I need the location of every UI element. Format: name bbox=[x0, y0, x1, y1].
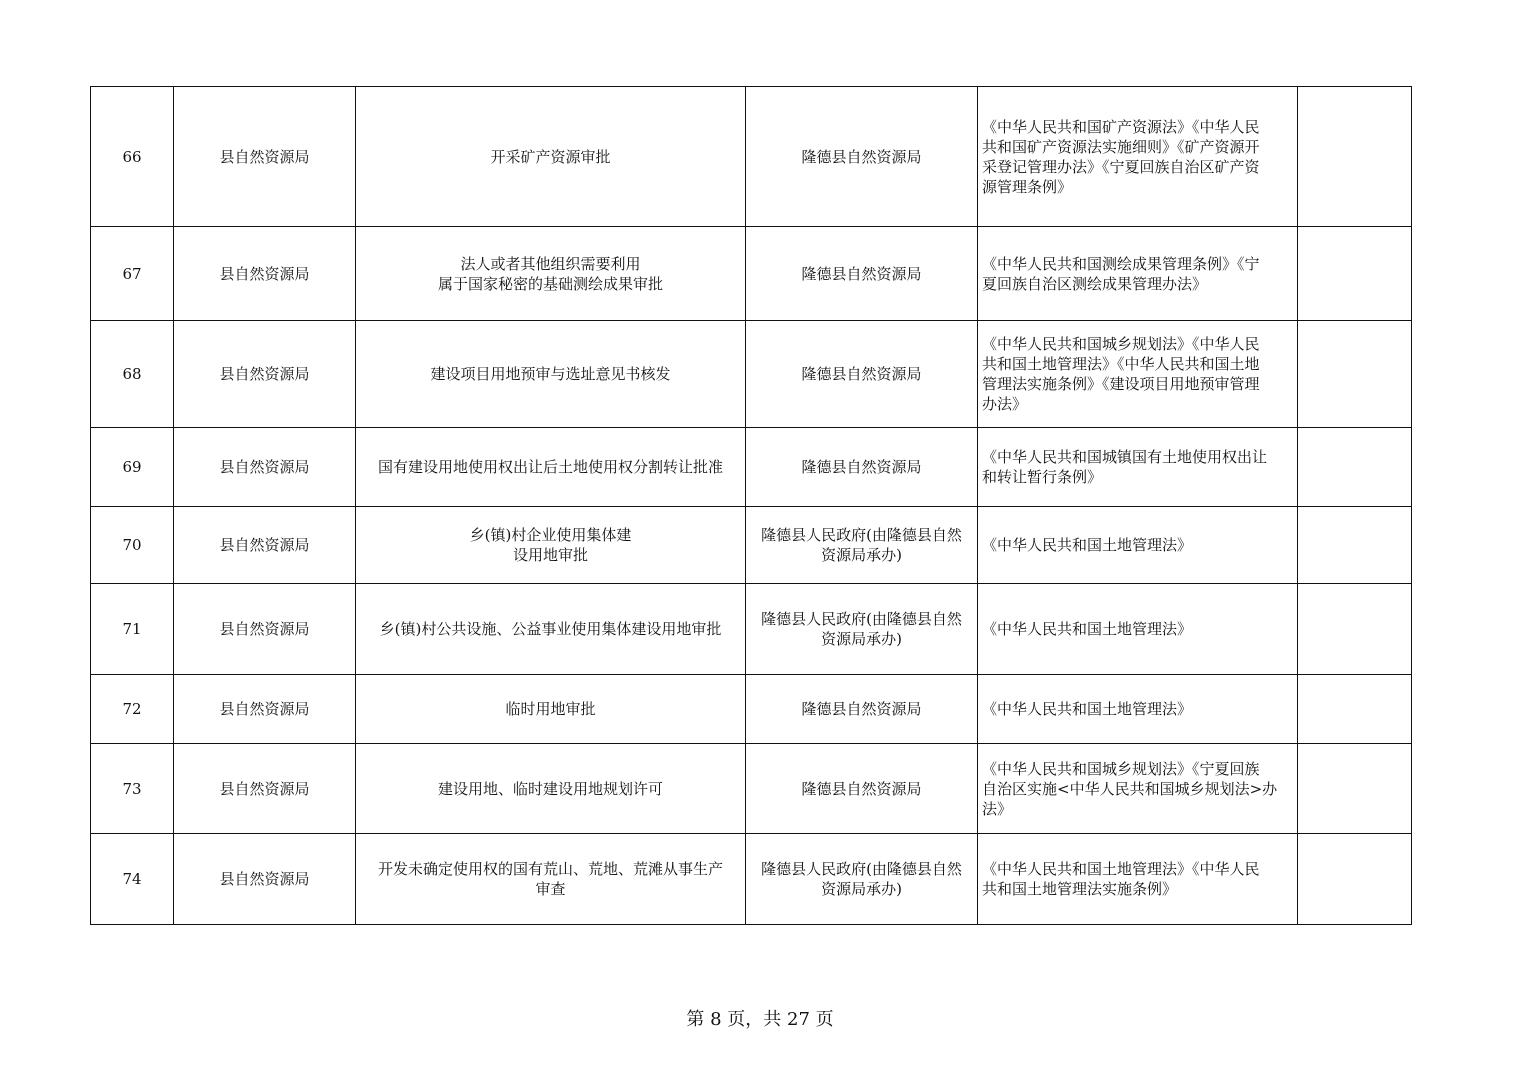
legal-basis-line: 共和国土地管理法》《中华人民共和国土地 bbox=[982, 355, 1260, 373]
implementing-agency-line: 隆德县人民政府(由隆德县自然 bbox=[761, 860, 962, 878]
remarks-cell bbox=[1298, 87, 1412, 227]
remarks-cell bbox=[1298, 675, 1412, 744]
department-cell: 县自然资源局 bbox=[174, 744, 356, 834]
table-row bbox=[91, 87, 1412, 227]
legal-basis-line: 共和国土地管理法实施条例》 bbox=[982, 880, 1178, 898]
approval-item-line: 乡(镇)村公共设施、公益事业使用集体建设用地审批 bbox=[379, 620, 722, 638]
implementing-agency-line: 隆德县自然资源局 bbox=[801, 458, 922, 476]
legal-basis-cell bbox=[978, 834, 1298, 925]
table-row bbox=[91, 227, 1412, 321]
approval-item-line: 开发未确定使用权的国有荒山、荒地、荒滩从事生产 bbox=[377, 860, 723, 878]
remarks-cell bbox=[1298, 834, 1412, 925]
implementing-agency-cell bbox=[746, 227, 978, 321]
approval-item-line: 乡(镇)村企业使用集体建 bbox=[469, 526, 632, 544]
table-row bbox=[91, 834, 1412, 925]
implementing-agency-cell bbox=[746, 834, 978, 925]
approval-item-line: 建设用地、临时建设用地规划许可 bbox=[437, 779, 663, 798]
department-cell: 县自然资源局 bbox=[174, 834, 356, 925]
legal-basis-line: 《中华人民共和国土地管理法》《中华人民 bbox=[982, 860, 1260, 878]
legal-basis-line: 共和国矿产资源法实施细则》《矿产资源开 bbox=[982, 137, 1260, 156]
approval-item-line: 法人或者其他组织需要利用 bbox=[460, 254, 641, 273]
legal-basis-line: 管理法实施条例》《建设项目用地预审管理 bbox=[982, 375, 1260, 393]
table-row bbox=[91, 744, 1412, 834]
table-row bbox=[91, 507, 1412, 584]
implementing-agency-cell bbox=[746, 584, 978, 675]
table-body bbox=[91, 87, 1412, 925]
department-cell: 县自然资源局 bbox=[174, 584, 356, 675]
approval-item-line: 开采矿产资源审批 bbox=[490, 147, 611, 166]
implementing-agency-line: 隆德县自然资源局 bbox=[801, 700, 922, 718]
approval-item-cell bbox=[356, 744, 746, 834]
implementing-agency-line: 资源局承办) bbox=[821, 880, 902, 898]
implementing-agency-line: 隆德县人民政府(由隆德县自然 bbox=[761, 526, 962, 544]
department-cell: 县自然资源局 bbox=[174, 675, 356, 744]
legal-basis-line: 办法》 bbox=[982, 395, 1028, 413]
approval-item-cell bbox=[356, 834, 746, 925]
legal-basis-line: 《中华人民共和国矿产资源法》《中华人民 bbox=[982, 117, 1260, 136]
table-row bbox=[91, 584, 1412, 675]
legal-basis-cell bbox=[978, 321, 1298, 428]
approval-item-line: 属于国家秘密的基础测绘成果审批 bbox=[437, 274, 663, 293]
table-row bbox=[91, 428, 1412, 507]
implementing-agency-line: 资源局承办) bbox=[821, 630, 902, 648]
approval-items-table bbox=[90, 86, 1412, 925]
row-number-cell: 67 bbox=[91, 227, 174, 321]
implementing-agency-line: 隆德县自然资源局 bbox=[801, 147, 922, 166]
approval-item-line: 临时用地审批 bbox=[505, 700, 596, 718]
legal-basis-cell bbox=[978, 227, 1298, 321]
department-cell: 县自然资源局 bbox=[174, 87, 356, 227]
remarks-cell bbox=[1298, 744, 1412, 834]
approval-item-line: 设用地审批 bbox=[512, 546, 588, 564]
implementing-agency-cell bbox=[746, 428, 978, 507]
remarks-cell bbox=[1298, 584, 1412, 675]
approval-item-cell bbox=[356, 87, 746, 227]
legal-basis-line: 源管理条例》 bbox=[982, 177, 1073, 196]
approval-item-cell bbox=[356, 675, 746, 744]
department-cell: 县自然资源局 bbox=[174, 321, 356, 428]
row-number-cell: 73 bbox=[91, 744, 174, 834]
table-row bbox=[91, 321, 1412, 428]
implementing-agency-cell bbox=[746, 744, 978, 834]
approval-item-line: 建设项目用地预审与选址意见书核发 bbox=[430, 365, 671, 383]
legal-basis-line: 夏回族自治区测绘成果管理办法》 bbox=[982, 274, 1208, 293]
remarks-cell bbox=[1298, 227, 1412, 321]
legal-basis-cell bbox=[978, 87, 1298, 227]
remarks-cell bbox=[1298, 321, 1412, 428]
row-number-cell: 74 bbox=[91, 834, 174, 925]
legal-basis-cell bbox=[978, 675, 1298, 744]
legal-basis-line: 自治区实施<中华人民共和国城乡规划法>办 bbox=[982, 779, 1278, 798]
department-cell: 县自然资源局 bbox=[174, 227, 356, 321]
implementing-agency-line: 隆德县自然资源局 bbox=[801, 779, 922, 798]
approval-item-line: 审查 bbox=[535, 880, 566, 898]
approval-item-cell bbox=[356, 507, 746, 584]
legal-basis-line: 《中华人民共和国测绘成果管理条例》《宁 bbox=[982, 254, 1260, 273]
department-cell: 县自然资源局 bbox=[174, 428, 356, 507]
approval-item-cell bbox=[356, 321, 746, 428]
department-cell: 县自然资源局 bbox=[174, 507, 356, 584]
implementing-agency-cell bbox=[746, 675, 978, 744]
row-number-cell: 69 bbox=[91, 428, 174, 507]
implementing-agency-cell bbox=[746, 321, 978, 428]
legal-basis-line: 《中华人民共和国城乡规划法》《中华人民 bbox=[982, 335, 1260, 353]
legal-basis-cell bbox=[978, 584, 1298, 675]
legal-basis-line: 法》 bbox=[982, 799, 1013, 818]
approval-item-line: 国有建设用地使用权出让后土地使用权分割转让批准 bbox=[377, 458, 723, 476]
approval-item-cell bbox=[356, 227, 746, 321]
legal-basis-line: 《中华人民共和国城镇国有土地使用权出让 bbox=[982, 448, 1268, 466]
row-number-cell: 72 bbox=[91, 675, 174, 744]
implementing-agency-line: 隆德县人民政府(由隆德县自然 bbox=[761, 610, 962, 628]
implementing-agency-line: 资源局承办) bbox=[821, 546, 902, 564]
legal-basis-line: 《中华人民共和国土地管理法》 bbox=[982, 700, 1193, 718]
remarks-cell bbox=[1298, 428, 1412, 507]
legal-basis-cell bbox=[978, 507, 1298, 584]
remarks-cell bbox=[1298, 507, 1412, 584]
implementing-agency-cell bbox=[746, 507, 978, 584]
implementing-agency-cell bbox=[746, 87, 978, 227]
legal-basis-line: 和转让暂行条例》 bbox=[982, 468, 1103, 486]
legal-basis-line: 《中华人民共和国土地管理法》 bbox=[982, 536, 1193, 554]
approval-item-cell bbox=[356, 428, 746, 507]
table-row bbox=[91, 675, 1412, 744]
legal-basis-cell bbox=[978, 428, 1298, 507]
legal-basis-line: 《中华人民共和国土地管理法》 bbox=[982, 620, 1193, 638]
row-number-cell: 71 bbox=[91, 584, 174, 675]
legal-basis-cell bbox=[978, 744, 1298, 834]
legal-basis-line: 采登记管理办法》《宁夏回族自治区矿产资 bbox=[982, 157, 1260, 176]
implementing-agency-line: 隆德县自然资源局 bbox=[801, 264, 922, 283]
legal-basis-line: 《中华人民共和国城乡规划法》《宁夏回族 bbox=[982, 759, 1260, 778]
row-number-cell: 68 bbox=[91, 321, 174, 428]
row-number-cell: 66 bbox=[91, 87, 174, 227]
approval-item-cell bbox=[356, 584, 746, 675]
row-number-cell: 70 bbox=[91, 507, 174, 584]
implementing-agency-line: 隆德县自然资源局 bbox=[801, 365, 922, 383]
page-footer: 第 8 页，共 27 页 bbox=[686, 1009, 834, 1030]
